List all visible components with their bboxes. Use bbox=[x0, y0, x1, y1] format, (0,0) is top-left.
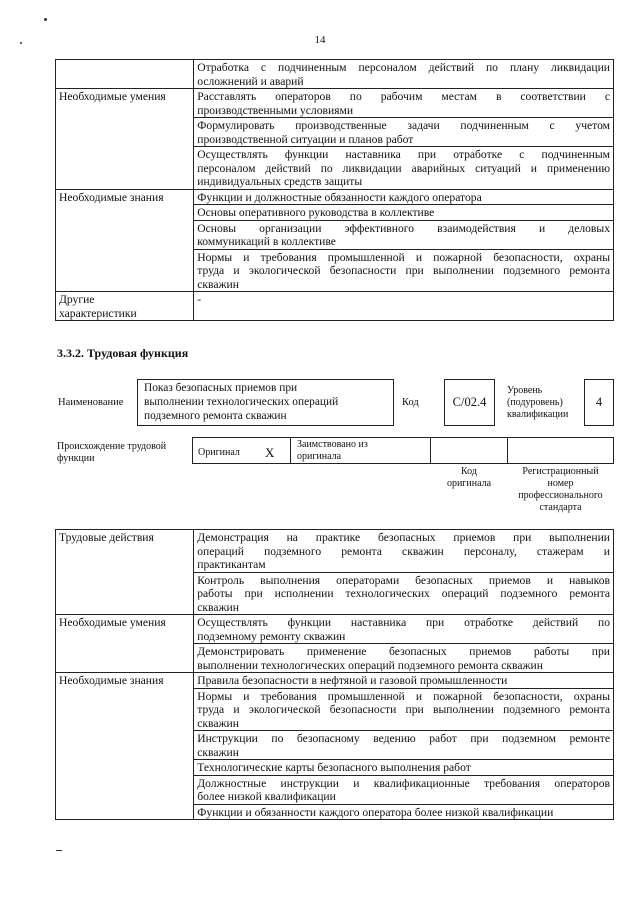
code-box: C/02.4 bbox=[444, 379, 495, 426]
name-label: Наименование bbox=[58, 397, 124, 408]
table-row bbox=[56, 189, 614, 205]
row-value: Функции и должностные обязанности каждого оператора bbox=[194, 189, 614, 205]
row-label: Необходимые знания bbox=[56, 673, 194, 820]
row-value: Расставлять операторов по рабочим местам в соответствии с производственными условиями bbox=[194, 89, 614, 118]
code-caption: Код оригинала bbox=[446, 466, 492, 489]
row-value: Нормы и требования промышленной и пожарной безопасности, охраны труда и экологической безопасности при выполнении подземного ремонта скважин bbox=[194, 688, 614, 731]
row-label: Необходимые знания bbox=[56, 189, 194, 292]
row-value: Отработка с подчиненным персоналом действий по плану ликвидации осложнений и аварий bbox=[194, 60, 614, 89]
level-box: 4 bbox=[584, 379, 614, 426]
row-value: Инструкции по безопасному ведению работ при подземном ремонте скважин bbox=[194, 731, 614, 760]
row-label: Другие характеристики bbox=[56, 292, 194, 321]
row-value: Осуществлять функции наставника при отработке действий по подземному ремонту скважин bbox=[194, 615, 614, 644]
row-value: Демонстрация на практике безопасных приемов при выполнении операций подземного ремонта скважин персоналу, стажерам и практикантам bbox=[194, 530, 614, 573]
row-value: Правила безопасности в нефтяной и газовой промышленности bbox=[194, 673, 614, 689]
row-value: Демонстрировать применение безопасных приемов работы при выполнении технологических операций подземного ремонта скважин bbox=[194, 644, 614, 673]
function-name-box bbox=[137, 379, 394, 426]
scan-mark bbox=[56, 850, 62, 851]
row-value: Формулировать производственные задачи подчиненным с учетом производственной ситуации и планов работ bbox=[194, 118, 614, 147]
row-label: Необходимые умения bbox=[56, 615, 194, 673]
table-row bbox=[56, 530, 614, 573]
row-value: Основы организации эффективного взаимодействия и деловых коммуникаций в коллективе bbox=[194, 220, 614, 249]
row-value: Технологические карты безопасного выполнения работ bbox=[194, 760, 614, 776]
row-value: Основы оперативного руководства в коллективе bbox=[194, 205, 614, 221]
table-row bbox=[56, 60, 614, 89]
original-label: Оригинал bbox=[198, 447, 240, 458]
origin-row bbox=[192, 437, 614, 464]
competency-table-2 bbox=[55, 529, 614, 820]
code-label: Код bbox=[402, 397, 419, 408]
row-value: Должностные инструкции и квалификационные требования операторов более низкой квалификации bbox=[194, 775, 614, 804]
row-label: Трудовые действия bbox=[56, 530, 194, 615]
table-row bbox=[56, 673, 614, 689]
section-title: 3.3.2. Трудовая функция bbox=[57, 346, 189, 360]
row-label bbox=[56, 60, 194, 89]
borrowed-label: Заимствовано из оригинала bbox=[297, 439, 368, 462]
level-label: Уровень (подуровень) квалификации bbox=[507, 385, 569, 420]
scan-speck bbox=[44, 18, 47, 21]
row-value: Функции и обязанности каждого оператора более низкой квалификации bbox=[194, 804, 614, 820]
page-number: 14 bbox=[314, 34, 326, 46]
origin-label: Происхождение трудовой функции bbox=[57, 441, 167, 464]
row-label: Необходимые умения bbox=[56, 89, 194, 190]
table-row bbox=[56, 292, 614, 321]
original-mark: X bbox=[265, 445, 275, 460]
row-value: Нормы и требования промышленной и пожарной безопасности, охраны труда и экологической безопасности при выполнении подземного ремонта скважин bbox=[194, 249, 614, 292]
scan-speck bbox=[20, 42, 22, 44]
table-row bbox=[56, 89, 614, 118]
table-row bbox=[56, 615, 614, 644]
row-value: - bbox=[194, 292, 614, 321]
competency-table-1 bbox=[55, 59, 614, 321]
registration-caption: Регистрационный номер профессионального стандарта bbox=[518, 466, 603, 513]
function-name: Показ безопасных приемов при выполнении технологических операций подземного ремонта скважин bbox=[144, 382, 339, 422]
row-value: Контроль выполнения операторами безопасных приемов и навыков работы при исполнении технологических операций подземного ремонта скважин bbox=[194, 572, 614, 615]
row-value: Осуществлять функции наставника при отработке с подчиненным персоналом действий по ликвидации аварийных ситуаций и применению индивидуальных средств защиты bbox=[194, 147, 614, 190]
